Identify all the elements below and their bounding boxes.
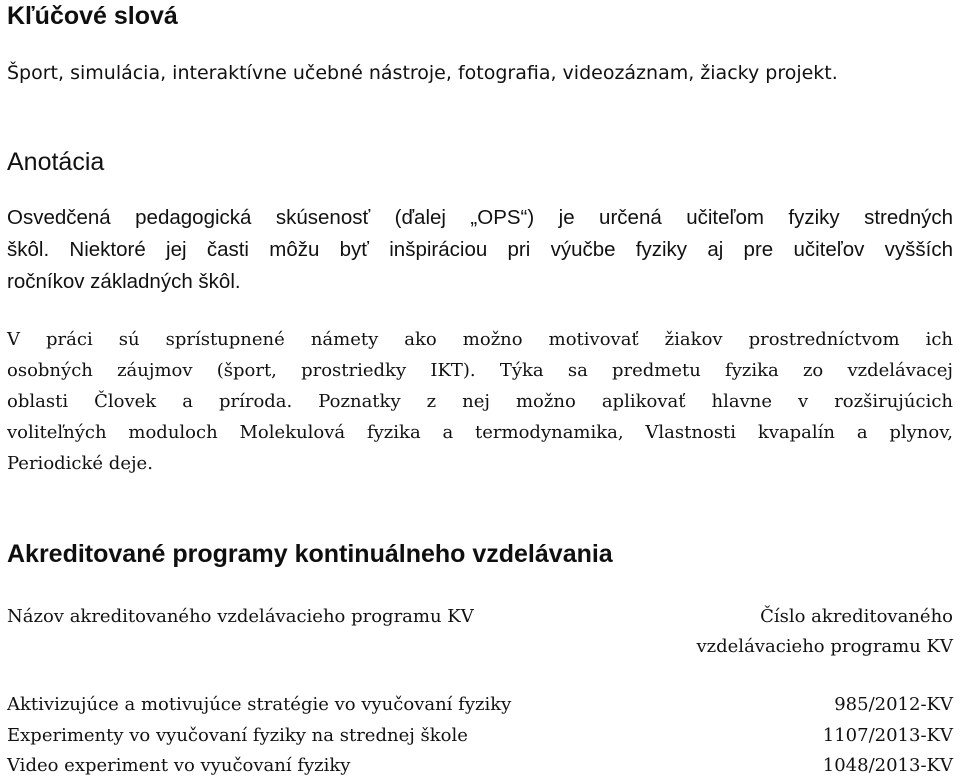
annotation-p1-line: Osvedčená pedagogická skúsenosť (ďalej „OPS“) je určená učiteľom fyziky stredných bbox=[7, 206, 953, 229]
keywords-heading: Kľúčové slová bbox=[7, 2, 178, 30]
column-header-number-line: Číslo akreditovaného bbox=[760, 606, 953, 627]
column-header-number bbox=[633, 602, 953, 662]
annotation-p2-line: V práci sú sprístupnené námety ako možno motivovať žiakov prostredníctvom ich bbox=[7, 329, 953, 350]
program-name: Video experiment vo vyučovaní fyziky bbox=[7, 755, 351, 776]
annotation-p1-line: ročníkov základných škôl. bbox=[7, 270, 241, 293]
keywords-text: Šport, simulácia, interaktívne učebné nástroje, fotografia, videozáznam, žiacky projekt. bbox=[7, 62, 838, 84]
annotation-p2-line: osobných záujmov (šport, prostriedky IKT). Týka sa predmetu fyzika zo vzdelávacej bbox=[7, 360, 953, 381]
annotation-p1-line: škôl. Niektoré jej časti môžu byť inšpiráciou pri výučbe fyziky aj pre učiteľov vyšších bbox=[7, 238, 953, 261]
annotation-p2-line: Periodické deje. bbox=[7, 453, 153, 474]
program-number: 1107/2013-KV bbox=[822, 725, 953, 746]
programs-heading: Akreditované programy kontinuálneho vzdelávania bbox=[7, 540, 613, 568]
program-name: Experimenty vo vyučovaní fyziky na strednej škole bbox=[7, 725, 468, 746]
program-name: Aktivizujúce a motivujúce stratégie vo vyučovaní fyziky bbox=[7, 694, 512, 715]
program-number: 985/2012-KV bbox=[834, 694, 953, 715]
annotation-heading: Anotácia bbox=[7, 148, 105, 176]
program-number: 1048/2013-KV bbox=[822, 755, 953, 776]
column-header-name: Názov akreditovaného vzdelávacieho programu KV bbox=[7, 606, 474, 627]
column-header-number-line: vzdelávacieho programu KV bbox=[696, 636, 953, 657]
annotation-p2-line: oblasti Človek a príroda. Poznatky z nej možno aplikovať hlavne v rozširujúcich bbox=[7, 391, 953, 412]
annotation-p2-line: voliteľných moduloch Molekulová fyzika a termodynamika, Vlastnosti kvapalín a plynov, bbox=[7, 422, 953, 443]
